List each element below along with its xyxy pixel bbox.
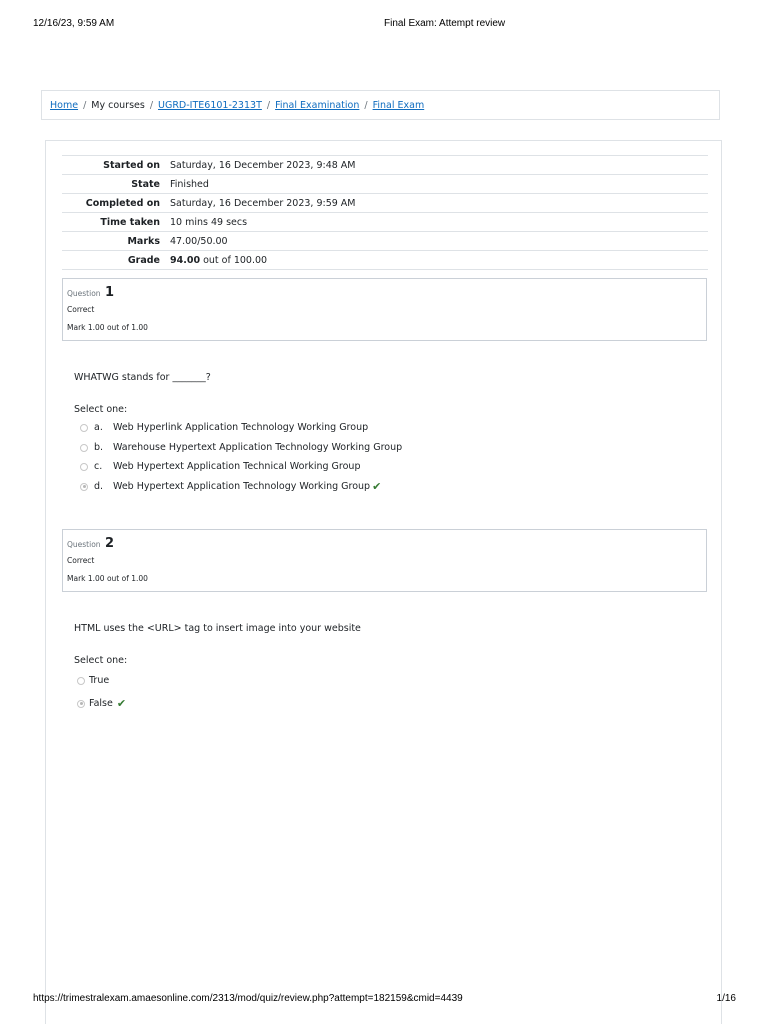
summary-value: 10 mins 49 secs xyxy=(170,216,248,228)
grade-suffix: out of 100.00 xyxy=(203,254,268,266)
question-number xyxy=(67,536,114,551)
select-one-prompt: Select one: xyxy=(74,655,128,666)
question-number xyxy=(67,285,114,300)
print-date: 12/16/23, 9:59 AM xyxy=(33,18,115,29)
option-letter: d. xyxy=(94,481,104,492)
summary-label: Grade xyxy=(127,254,160,266)
question-label: Question xyxy=(67,289,101,298)
question-label: Question xyxy=(67,540,101,549)
summary-label: Completed on xyxy=(85,197,160,209)
answer-option-true[interactable] xyxy=(77,675,109,686)
print-header xyxy=(0,18,768,34)
summary-value: Saturday, 16 December 2023, 9:59 AM xyxy=(170,197,356,209)
breadcrumb-my-courses: My courses xyxy=(91,100,145,111)
answer-option-a[interactable] xyxy=(80,422,368,433)
question-mark: Mark 1.00 out of 1.00 xyxy=(67,574,148,583)
check-icon: ✔ xyxy=(116,697,127,710)
answer-option-b[interactable] xyxy=(80,442,402,453)
print-url: https://trimestralexam.amaesonline.com/2313/mod/quiz/review.php?attempt=182159&cmid=4439 xyxy=(33,993,463,1004)
main-content xyxy=(45,140,722,1024)
question-text: WHATWG stands for _______? xyxy=(74,372,211,383)
radio-button[interactable] xyxy=(80,424,88,432)
radio-button[interactable] xyxy=(80,444,88,452)
radio-button-selected[interactable] xyxy=(80,483,88,491)
answer-option-d[interactable] xyxy=(80,480,381,493)
summary-value xyxy=(170,251,708,270)
option-letter: b. xyxy=(94,442,104,453)
question-text: HTML uses the <URL> tag to insert image into your website xyxy=(74,623,361,634)
question-state: Correct xyxy=(67,305,95,314)
breadcrumb-home-link[interactable]: Home xyxy=(50,100,79,111)
breadcrumb xyxy=(50,100,424,111)
summary-value: Finished xyxy=(170,178,209,190)
breadcrumb-course-link[interactable]: UGRD-ITE6101-2313T xyxy=(158,100,262,111)
question-info-1 xyxy=(62,278,707,341)
question-number-value: 1 xyxy=(104,285,114,300)
summary-value: 47.00/50.00 xyxy=(170,235,228,247)
option-text: Web Hypertext Application Technical Working Group xyxy=(113,461,361,472)
option-letter: c. xyxy=(94,461,103,472)
radio-button[interactable] xyxy=(77,677,85,685)
print-title: Final Exam: Attempt review xyxy=(384,18,506,29)
answer-option-false[interactable] xyxy=(77,697,126,710)
breadcrumb-separator: / xyxy=(149,100,154,111)
summary-label: Marks xyxy=(127,235,160,247)
select-one-prompt: Select one: xyxy=(74,404,128,415)
summary-row-state xyxy=(62,175,708,194)
print-page-number: 1/16 xyxy=(716,993,736,1004)
option-text: Web Hyperlink Application Technology Working Group xyxy=(113,422,369,433)
option-text: True xyxy=(89,675,110,686)
breadcrumb-section-link[interactable]: Final Examination xyxy=(275,100,360,111)
question-mark: Mark 1.00 out of 1.00 xyxy=(67,323,148,332)
print-footer xyxy=(0,993,768,1009)
check-icon: ✔ xyxy=(372,480,382,493)
question-number-value: 2 xyxy=(104,536,114,551)
question-info-2 xyxy=(62,529,707,592)
option-text: Web Hypertext Application Technology Working Group xyxy=(113,481,371,492)
answer-option-c[interactable] xyxy=(80,461,360,472)
breadcrumb-container xyxy=(41,90,720,120)
radio-button[interactable] xyxy=(80,463,88,471)
option-text: False xyxy=(89,698,113,709)
summary-row-time-taken xyxy=(62,213,708,232)
radio-button-selected[interactable] xyxy=(77,700,85,708)
option-letter: a. xyxy=(94,422,103,433)
breadcrumb-quiz-link[interactable]: Final Exam xyxy=(372,100,425,111)
summary-row-marks xyxy=(62,232,708,251)
summary-label: Time taken xyxy=(100,216,160,228)
attempt-summary-table xyxy=(62,155,708,270)
grade-value: 94.00 xyxy=(170,254,201,266)
summary-row-completed xyxy=(62,194,708,213)
breadcrumb-separator: / xyxy=(364,100,368,111)
summary-value: Saturday, 16 December 2023, 9:48 AM xyxy=(170,159,356,171)
summary-row-started xyxy=(62,156,708,175)
summary-label: State xyxy=(131,178,160,190)
summary-label: Started on xyxy=(103,159,160,171)
breadcrumb-separator: / xyxy=(266,100,271,111)
breadcrumb-separator: / xyxy=(83,100,87,111)
summary-row-grade xyxy=(62,251,708,270)
option-text: Warehouse Hypertext Application Technology Working Group xyxy=(113,442,403,453)
question-state: Correct xyxy=(67,556,95,565)
